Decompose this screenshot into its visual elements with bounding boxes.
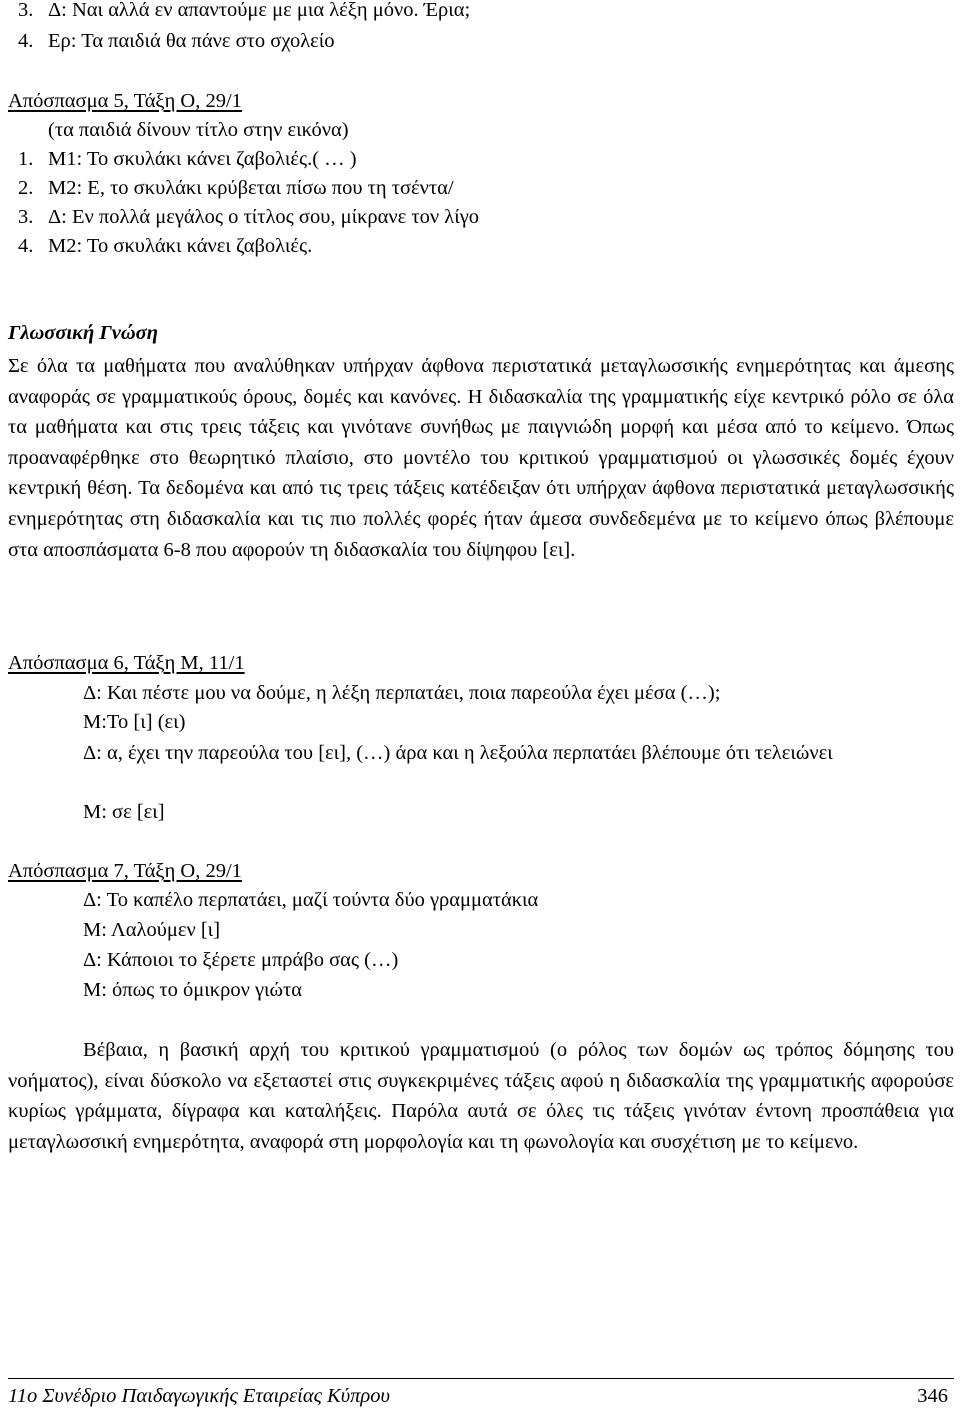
dialogue-line: Μ: όπως το όμικρον γιώτα	[83, 979, 303, 1001]
excerpt-6-title: Απόσπασμα 6, Τάξη Μ, 11/1	[8, 652, 245, 674]
list-item	[18, 146, 357, 172]
footer-conference: 11ο Συνέδριο Παιδαγωγικής Εταιρείας Κύπρου	[8, 1385, 390, 1407]
list-number: 4.	[18, 235, 34, 257]
list-text: Δ: Ναι αλλά εν απαντούμε με μια λέξη μόνο. Έρια;	[48, 0, 471, 21]
list-number: 3.	[18, 206, 34, 228]
list-item	[18, 204, 479, 230]
dialogue-line: Δ: Κάποιοι το ξέρετε μπράβο σας (…)	[83, 949, 399, 971]
list-item	[18, 233, 312, 259]
page-number: 346	[917, 1385, 948, 1407]
list-text: Μ2: Το σκυλάκι κάνει ζαβολιές.	[48, 235, 313, 257]
list-text: Μ2: Ε, το σκυλάκι κρύβεται πίσω που τη τσέντα/	[48, 177, 454, 199]
list-text: Ερ: Τα παιδιά θα πάνε στο σχολείο	[48, 30, 335, 52]
excerpt-5-note: (τα παιδιά δίνουν τίτλο στην εικόνα)	[48, 119, 349, 141]
list-number: 3.	[18, 0, 34, 21]
list-item	[18, 175, 454, 201]
list-item	[18, 28, 335, 54]
list-item	[18, 0, 470, 23]
list-text: Δ: Εν πολλά μεγάλος ο τίτλος σου, μίκρανε τον λίγο	[48, 206, 480, 228]
dialogue-line: Μ: σε [ει]	[83, 801, 165, 823]
dialogue-line: Δ: Το καπέλο περπατάει, μαζί τούντα δύο γραμματάκια	[83, 889, 539, 911]
dialogue-line: Μ:Το [ι] (ει)	[83, 711, 186, 733]
excerpt-5-title: Απόσπασμα 5, Τάξη Ο, 29/1	[8, 90, 242, 112]
dialogue-line: Δ: α, έχει την παρεούλα του [ει], (…) άρα και η λεξούλα περπατάει βλέπουμε ότι τελειώνει	[83, 742, 833, 764]
closing-paragraph: Βέβαια, η βασική αρχή του κριτικού γραμματισμού (ο ρόλος των δομών ως τρόπος δόμησης του νοήματος), είναι δύσκολο να εξεταστεί στις συγκεκριμένες τάξεις αφού η διδασκαλία της γραμματικής αφορούσε κυρίως γράμματα, δίγραφα και καταλήξεις. Παρόλα αυτά σε όλες τις τάξεις γινόταν έντονη προσπάθεια για μεταγλωσσική ενημερότητα, αναφορά στη μορφολογία και τη φωνολογία και συσχέτιση με το κείμενο.	[8, 1039, 954, 1153]
list-number: 4.	[18, 30, 34, 52]
dialogue-line: Δ: Και πέστε μου να δούμε, η λέξη περπατάει, ποια παρεούλα έχει μέσα (…);	[83, 682, 721, 704]
list-text: Μ1: Το σκυλάκι κάνει ζαβολιές.( … )	[48, 148, 357, 170]
footer-divider	[8, 1378, 954, 1379]
excerpt-7-title: Απόσπασμα 7, Τάξη Ο, 29/1	[8, 860, 242, 882]
section-heading: Γλωσσική Γνώση	[8, 322, 158, 344]
dialogue-line: Μ: Λαλούμεν [ι]	[83, 919, 221, 941]
list-number: 2.	[18, 177, 34, 199]
list-number: 1.	[18, 148, 34, 170]
body-paragraph: Σε όλα τα μαθήματα που αναλύθηκαν υπήρχαν άφθονα περιστατικά μεταγλωσσικής ενημερότητας και άμεσης αναφοράς σε γραμματικούς όρους, δομές και κανόνες. Η διδασκαλία της γραμματικής είχε κεντρικό ρόλο σε όλα τα μαθήματα και στις τρεις τάξεις και γινότανε συνήθως με παιγνιώδη μορφή και μέσα από το κείμενο. Όπως προαναφέρθηκε στο θεωρητικό πλαίσιο, στο μοντέλο του κριτικού γραμματισμού οι γλωσσικές δομές έχουν κεντρική θέση. Τα δεδομένα και από τις τρεις τάξεις κατέδειξαν ότι υπήρχαν άφθονα περιστατικά μεταγλωσσικής ενημερότητας στη διδασκαλία και τις πιο πολλές φορές ήταν άμεσα συνδεδεμένα με το κείμενο όπως βλέπουμε στα αποσπάσματα 6-8 που αφορούν τη διδασκαλία του δίψηφου [ει].	[8, 355, 954, 561]
